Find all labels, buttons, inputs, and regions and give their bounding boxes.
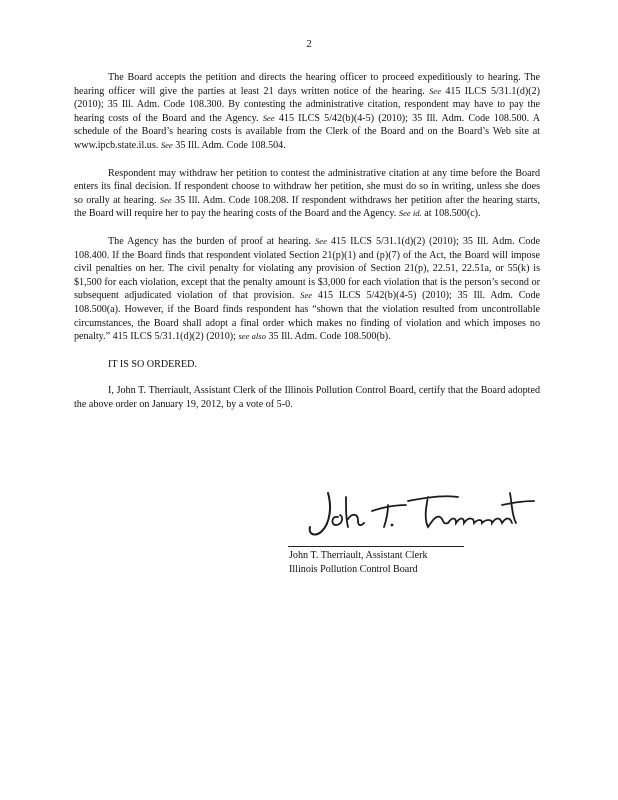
citation-signal: see also [238, 331, 266, 342]
paragraph-text: 35 Ill. Adm. Code 108.208. If respondent withdraws her petition after the hearing starts, the Board will require her to pay the hearing costs of the Board and the Agency. [74, 194, 541, 220]
paragraph-text: 415 ILCS 5/42(b)(4-5) (2010); 35 Ill. Adm. Code 108.500(a). However, if the Board finds respondent has “shown that the violation resulted from uncontrollable circumstances, the Board shall adopt a final order which makes no finding of violation and which imposes no penalty.” 415 ILCS 5/31.1(d)(2) (2010); [74, 290, 541, 343]
paragraph-text: 415 ILCS 5/42(b)(4-5) (2010); 35 Ill. Adm. Code 108.500. A schedule of the Board’s hearing costs is available from the Clerk of the Board and on the Board’s Web site at www.ipcb.state.il.us. [74, 112, 541, 151]
clerk-certification: I, John T. Therriault, Assistant Clerk of the Illinois Pollution Control Board, certify that the Board adopted the above order on January 19, 2012, by a vote of 5-0. [74, 385, 540, 410]
signature-line [288, 546, 464, 547]
paragraph-text: 415 ILCS 5/31.1(d)(2) (2010); 35 Ill. Adm. Code 108.400. If the Board finds that respondent violated Section 21(p)(1) and (p)(7) of the Act, the Board will impose civil penalties on her. The civil penalty for violating any provision of Section 21(p), 22.51, 22.51a, or 55(k) is $1,500 for each violation, except that the penalty amount is $3,000 for each violation that is the person’s second or subsequent adjudicated violation of that provision. [74, 235, 540, 302]
paragraph-text: 35 Ill. Adm. Code 108.504. [172, 139, 286, 151]
citation-signal: See [429, 85, 442, 96]
citation-signal: See [314, 235, 327, 246]
citation-signal: See [160, 139, 173, 150]
citation-signal: See id. [398, 208, 422, 219]
paragraph-text: The Board accepts the petition and directs the hearing officer to proceed expeditiously to hearing. The hearing officer will give the parties at least 21 days written notice of the hearing. [74, 72, 540, 97]
citation-signal: See [159, 194, 172, 205]
paragraph-text: at 108.500(c). [421, 208, 481, 220]
page-number: 2 [306, 38, 312, 50]
paragraph-text: The Agency has the burden of proof at hearing. [108, 235, 315, 247]
signer-name-title: John T. Therriault, Assistant Clerk [289, 550, 428, 561]
handwritten-signature [288, 483, 548, 547]
paragraph-hearing [74, 71, 540, 153]
citation-signal: See [262, 112, 275, 123]
signer-organization: Illinois Pollution Control Board [289, 564, 418, 575]
paragraph-text: 415 ILCS 5/31.1(d)(2) (2010); 35 Ill. Adm. Code 108.300. By contesting the administrative citation, respondent may have to pay the hearing costs of the Board and the Agency. [74, 85, 541, 124]
signer-block [289, 549, 509, 577]
paragraph-burden-of-proof [74, 235, 540, 344]
paragraph-text: Respondent may withdraw her petition to contest the administrative citation at any time before the Board enters its final decision. If respondent choose to withdraw her petition, she must do so in writing, unless she does so orally at hearing. [74, 167, 540, 206]
citation-signal: See [300, 290, 313, 301]
order-body [74, 71, 540, 411]
paragraph-text: 35 Ill. Adm. Code 108.500(b). [265, 331, 391, 343]
order-statement: IT IS SO ORDERED. [108, 358, 197, 370]
paragraph-withdrawal [74, 167, 540, 221]
